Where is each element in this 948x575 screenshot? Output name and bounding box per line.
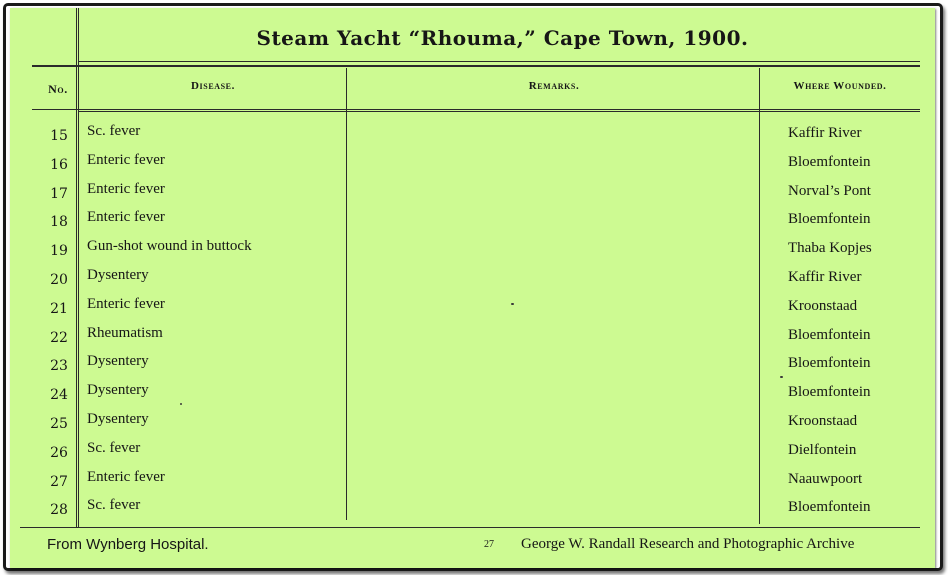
row-number: 19 xyxy=(50,243,68,260)
row-disease: Gun-shot wound in buttock xyxy=(87,238,252,255)
row-where-wounded: Dielfontein xyxy=(788,441,857,458)
row-number: 23 xyxy=(50,358,68,375)
header-rule-inner xyxy=(78,111,920,112)
title-rule-bottom xyxy=(32,65,920,67)
header-no: No. xyxy=(48,82,68,96)
row-number: 24 xyxy=(50,387,68,404)
row-disease: Sc. fever xyxy=(87,439,141,456)
row-disease: Dysentery xyxy=(87,267,149,283)
row-number: 17 xyxy=(50,185,68,202)
footer-credit: George W. Randall Research and Photographic Archive xyxy=(521,536,855,552)
row-where-wounded: Naauwpoort xyxy=(788,470,863,487)
row-where-wounded: Bloemfontein xyxy=(788,326,871,343)
header-rule xyxy=(32,109,920,110)
row-where-wounded: Norval’s Pont xyxy=(788,182,871,199)
row-where-wounded: Kroonstaad xyxy=(788,413,858,429)
row-number: 28 xyxy=(50,502,68,519)
print-speck xyxy=(780,376,783,378)
table-row xyxy=(10,322,935,351)
row-disease: Dysentery xyxy=(87,382,149,399)
footer-page-number: 27 xyxy=(484,539,494,550)
header-remarks: Remarks. xyxy=(528,80,580,92)
row-where-wounded: Bloemfontein xyxy=(788,384,871,401)
row-where-wounded: Bloemfontein xyxy=(788,153,871,170)
row-number: 16 xyxy=(50,156,68,173)
row-disease: Enteric fever xyxy=(87,295,165,312)
print-speck xyxy=(180,403,182,405)
table-row xyxy=(10,437,935,466)
print-speck xyxy=(511,303,514,305)
table-row xyxy=(10,379,935,408)
footer-source: From Wynberg Hospital. xyxy=(47,536,209,553)
table-row xyxy=(10,178,935,207)
row-disease: Sc. fever xyxy=(87,123,141,139)
table-row xyxy=(10,293,935,322)
row-number: 21 xyxy=(50,300,68,317)
header-where-wounded: Where Wounded. xyxy=(793,80,887,92)
table-row xyxy=(10,206,935,235)
row-number: 15 xyxy=(50,128,68,144)
row-disease: Enteric fever xyxy=(87,180,165,197)
table-row xyxy=(10,350,935,379)
row-where-wounded: Bloemfontein xyxy=(788,355,871,372)
row-disease: Rheumatism xyxy=(87,324,163,341)
row-number: 26 xyxy=(50,444,68,461)
row-disease: Enteric fever xyxy=(87,151,165,168)
row-where-wounded: Kaffir River xyxy=(788,269,862,285)
row-disease: Sc. fever xyxy=(87,497,141,514)
table-row xyxy=(10,466,935,495)
table-row xyxy=(10,235,935,264)
row-number: 27 xyxy=(50,473,68,490)
table-row xyxy=(10,264,935,293)
header-disease: Disease. xyxy=(191,80,235,92)
row-where-wounded: Bloemfontein xyxy=(788,499,871,516)
row-disease: Dysentery xyxy=(87,353,149,370)
table-bottom-rule xyxy=(20,527,920,528)
table-row xyxy=(10,494,935,523)
row-where-wounded: Bloemfontein xyxy=(788,211,871,228)
row-disease: Enteric fever xyxy=(87,209,165,226)
row-number: 25 xyxy=(50,416,68,432)
row-disease: Dysentery xyxy=(87,411,149,427)
row-number: 22 xyxy=(50,329,68,346)
row-number: 18 xyxy=(50,214,68,231)
document-page xyxy=(10,8,935,568)
title-rule-top xyxy=(78,61,920,62)
page-title: Steam Yacht “Rhouma,” Cape Town, 1900. xyxy=(256,26,749,50)
row-where-wounded: Kroonstaad xyxy=(788,297,858,314)
table-row xyxy=(10,149,935,178)
table-row xyxy=(10,408,935,437)
row-where-wounded: Thaba Kopjes xyxy=(788,240,872,257)
row-disease: Enteric fever xyxy=(87,468,165,485)
row-number: 20 xyxy=(50,272,68,288)
row-where-wounded: Kaffir River xyxy=(788,125,862,141)
table-row xyxy=(10,120,935,149)
